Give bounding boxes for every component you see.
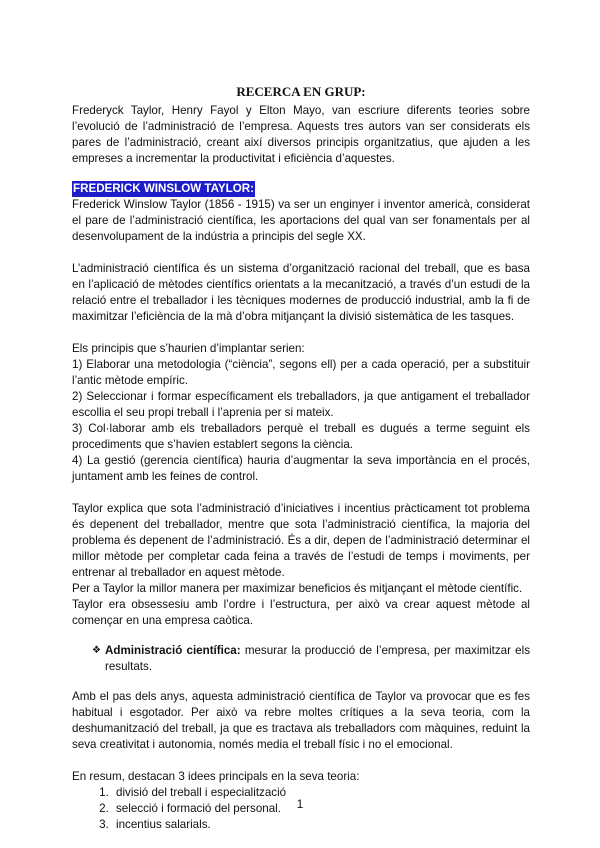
page-number: 1 <box>296 797 304 811</box>
principle-item: 2) Seleccionar i formar específicament els treballadors, ja que antigament el treballador escollia el seu propi treball i l’aprenia per si mateix. <box>72 390 530 419</box>
bullet-term: Administració científica: <box>105 644 241 657</box>
section-heading: FREDERICK WINSLOW TAYLOR: <box>73 182 254 195</box>
list-item: 3. incentius salarials. <box>112 817 530 833</box>
explanation-paragraph: Taylor explica que sota l’administració d’iniciatives i incentius pràcticament tot problema és depenent del treballador, mentre que sota l’administració científica, la majoria del problema és depenent de l’administració. És a dir, depen de l’administració determinar el millor mètode per completar cada feina a través de l’estudi de temps i moviments, per entrenar al treballador en aquest mètode. <box>72 502 530 579</box>
summary-intro: En resum, destacan 3 idees principals en la seva teoria: <box>72 770 360 783</box>
intro-paragraph: Frederyck Taylor, Henry Fayol y Elton Mayo, van escriure diferents teories sobre l’evolució de l’administració de l’empresa. Aquests tres autors van ser considerats els pares de l’administració, creant així diversos principis organitzatius, que ajuden a les empreses a incrementar la productivitat i eficiència d’aquestes. <box>72 104 530 165</box>
criticism-paragraph: Amb el pas dels anys, aquesta administració científica de Taylor va provocar que es fes habitual i esgotador. Per això va rebre moltes crítiques a la seva teoria, com la deshumanització del treball, ja que es tractava als treballadors com màquines, reduint la seva creativitat i autonomia, només media el treball físic i no el emocional. <box>72 690 530 751</box>
list-item: 1. divisió del treball i especialització <box>112 785 530 801</box>
principles-intro: Els principis que s’haurien d’implantar serien: <box>72 342 305 355</box>
principle-item: 1) Elaborar una metodologia (“ciència”, segons ell) per a cada operació, per a substituir l’antic mètode empíric. <box>72 358 530 387</box>
diamond-bullet-icon: ❖ <box>92 645 101 656</box>
obsession-paragraph: Taylor era obsessesiu amb l’ordre i l’estructura, per això va crear aquest mètode al començar en una empresa caòtica. <box>72 598 530 627</box>
bullet-item <box>72 643 530 675</box>
definition-paragraph: L’administració científica és un sistema d’organització racional del treball, que es basa en l’aplicació de mètodes científics orientats a la mecanització, a través d’un estudi de la relació entre el treballador i les tècniques modernes de producció industrial, amb la fi de maximitzar l’eficiència de la mà d’obra mitjançant la divisió sistemàtica de les tasques. <box>72 262 530 323</box>
document-page <box>72 84 530 833</box>
document-title: RECERCA EN GRUP: <box>236 84 366 99</box>
best-way-paragraph: Per a Taylor la millor manera per maximizar beneficios és mitjançant el mètode científic. <box>72 582 523 595</box>
principle-item: 3) Col·laborar amb els treballadors perquè el treball es dugués a terme seguint els procediments que s’havien establert segons la ciència. <box>72 422 530 451</box>
list-item: 2. selecció i formació del personal. <box>112 801 530 817</box>
bullet-text: mesurar la producció de l’empresa, per maximitzar els resultats. <box>105 644 530 673</box>
section-heading-wrapper <box>72 173 530 197</box>
principle-item: 4) La gestió (gerencia científica) hauria d’augmentar la seva importància en el procés, juntament amb les feines de control. <box>72 454 530 483</box>
bio-paragraph: Frederick Winslow Taylor (1856 - 1915) va ser un enginyer i inventor americà, considerat el pare de l’administració científica, les aportacions del qual van ser fonamentals per al desenvolupament de la indústria a principis del segle XX. <box>72 198 530 243</box>
